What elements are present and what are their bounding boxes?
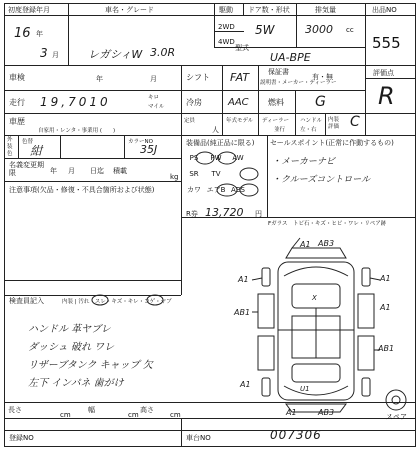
length-unit: cm xyxy=(60,411,71,419)
mark-rear-ab3: AB3 xyxy=(318,408,335,417)
width-unit: cm xyxy=(128,411,139,419)
r-ticket-label: R券 xyxy=(186,210,198,218)
car-name-label: 車名・グレード xyxy=(105,6,154,14)
mileage-unit-mile: マイル xyxy=(148,104,165,110)
drive-2wd: 2WD xyxy=(218,23,235,31)
mileage-value: 19,7010 xyxy=(40,95,111,109)
inspector-note-2: ダッシュ 破れ ワレ xyxy=(28,342,115,353)
shift-value: FAT xyxy=(230,71,250,84)
fuel-value: G xyxy=(315,94,326,110)
glass-options: Fガラス トビ石・キズ・ヒビ・ワレ・リペア跡 xyxy=(268,221,387,227)
mileage-unit-km: キロ xyxy=(148,95,160,101)
history-label: 車歴 xyxy=(9,117,25,126)
car-name: レガシィW xyxy=(88,48,143,61)
dealer-label: ディーラー xyxy=(262,118,290,124)
height-label: 高さ xyxy=(140,406,154,414)
interior-grade: C xyxy=(350,114,360,130)
handle-label: ハンドル xyxy=(300,118,323,124)
equipment-airbag: エアB xyxy=(206,186,226,194)
inspector-note-1: ハンドル 革ヤブレ xyxy=(28,324,111,335)
lot-no-label: 出品NO xyxy=(372,6,397,14)
mark-front-ab3: AB3 xyxy=(318,239,335,248)
inspector-items: 内装 | 汚れ・スレ・キズ・キレ・コゲ・ヤブ xyxy=(62,299,172,305)
mark-roof-x: X xyxy=(312,294,317,302)
mark-front-a1: A1 xyxy=(300,240,311,249)
color-value: 紺 xyxy=(30,144,43,158)
sales-point-title: セールスポイント(正常に作動するもの) xyxy=(270,139,394,147)
mark-left-rear-a1: A1 xyxy=(240,380,251,389)
color-change-label: 色替 xyxy=(22,139,34,145)
mark-right-ab1: AB1 xyxy=(378,344,395,353)
inspector-note-4: 左下 インパネ 歯がけ xyxy=(28,378,124,389)
equipment-leather: カワ xyxy=(187,186,201,194)
mark-left-ab1: AB1 xyxy=(234,308,251,317)
inspection-label: 車検 xyxy=(9,73,25,82)
mark-rear-a1: A1 xyxy=(286,408,297,417)
shift-label: シフト xyxy=(186,73,210,82)
cc-unit: cc xyxy=(346,26,354,34)
score-label: 評価点 xyxy=(373,69,394,77)
name-change-label: 名義変更期限 xyxy=(9,161,44,177)
score-value: R xyxy=(378,82,395,110)
equipment-ps: PS xyxy=(189,154,199,162)
equipment-sr: SR xyxy=(189,170,199,178)
displacement-label: 排気量 xyxy=(315,6,336,14)
month-label: 月 xyxy=(52,51,59,59)
ac-label: 冷房 xyxy=(186,98,202,107)
sales-point-line-1: ・メーカーナビ xyxy=(272,157,335,167)
reg-month: 3 xyxy=(40,46,48,60)
chassis-no: 007306 xyxy=(270,428,322,442)
mark-right-a1: A1 xyxy=(380,274,391,283)
length-label: 長さ xyxy=(8,406,22,414)
first-reg-label: 初度登録年月 xyxy=(8,6,50,14)
equipment-tv: TV xyxy=(211,170,221,178)
history-options: 自家用・レンタ・事業用 ( ) xyxy=(38,128,116,134)
grade: 3.0R xyxy=(150,46,176,59)
capacity-unit: 人 xyxy=(212,126,219,134)
name-change-month: 月 xyxy=(68,167,75,175)
fuel-label: 燃料 xyxy=(268,98,284,107)
load-label: 積載 xyxy=(113,167,127,175)
inspector-label: 検査員記入 xyxy=(9,297,44,305)
inspector-note-3: リザーブタンク キャップ 欠 xyxy=(28,360,153,371)
color-no-label: カラーNO xyxy=(128,139,153,145)
mark-left-a1: A1 xyxy=(238,275,249,284)
sales-point-line-2: ・クルーズコントロール xyxy=(272,175,371,185)
model-label: 型式 xyxy=(235,44,249,52)
equipment-aw: AW xyxy=(232,154,244,162)
mileage-label: 走行 xyxy=(9,98,25,107)
displacement-value: 3000 xyxy=(305,23,333,36)
model-code: UA-BPE xyxy=(270,51,311,64)
equipment-title: 装備品(純正品に限る) xyxy=(186,139,255,147)
reg-no-label: 登録NO xyxy=(9,434,34,442)
drive-4wd: 4WD xyxy=(218,38,235,46)
ac-value: AAC xyxy=(228,97,249,108)
year-label: 年 xyxy=(36,30,43,38)
drive-label: 駆動 xyxy=(219,6,233,14)
mark-right-a1-2: A1 xyxy=(380,303,391,312)
equipment-abs: ABS xyxy=(231,186,245,194)
height-unit: cm xyxy=(170,411,181,419)
reg-year: 16 xyxy=(14,26,31,41)
width-label: 幅 xyxy=(88,406,95,414)
handle-value: 左・右 xyxy=(300,127,317,133)
dealer-value: 並行 xyxy=(274,127,286,133)
kg-label: kg xyxy=(170,173,179,181)
lot-no: 555 xyxy=(372,34,401,52)
r-ticket-value: 13,720 xyxy=(205,206,244,219)
name-change-day: 日迄 xyxy=(90,167,104,175)
color-no-value: 35J xyxy=(140,143,158,156)
interior-label: 内装評価 xyxy=(328,117,340,130)
warranty-label: 保証書 xyxy=(268,68,289,76)
doors-value: 5W xyxy=(255,23,275,37)
notes-label: 注意事項(欠品・修復・不具合箇所および状態) xyxy=(9,186,155,194)
warranty-options: 有・無 xyxy=(312,73,333,81)
chassis-no-label: 車台NO xyxy=(186,434,211,442)
doors-label: ドア数・形状 xyxy=(248,6,290,14)
equipment-pw: PW xyxy=(210,154,222,162)
r-ticket-unit: 円 xyxy=(255,210,262,218)
warranty-sub: 説明書・メーカー・ディーラー xyxy=(260,80,337,86)
inspection-year: 年 xyxy=(96,75,103,83)
capacity-label: 定員 xyxy=(184,118,196,124)
spare-label: スペア xyxy=(386,413,407,421)
name-change-year: 年 xyxy=(50,167,57,175)
inspection-month: 月 xyxy=(150,75,157,83)
mark-rear-u1: U1 xyxy=(300,385,310,393)
model-year-label: 年式モデル xyxy=(226,118,254,124)
exterior-label: 外装色 xyxy=(7,137,13,157)
